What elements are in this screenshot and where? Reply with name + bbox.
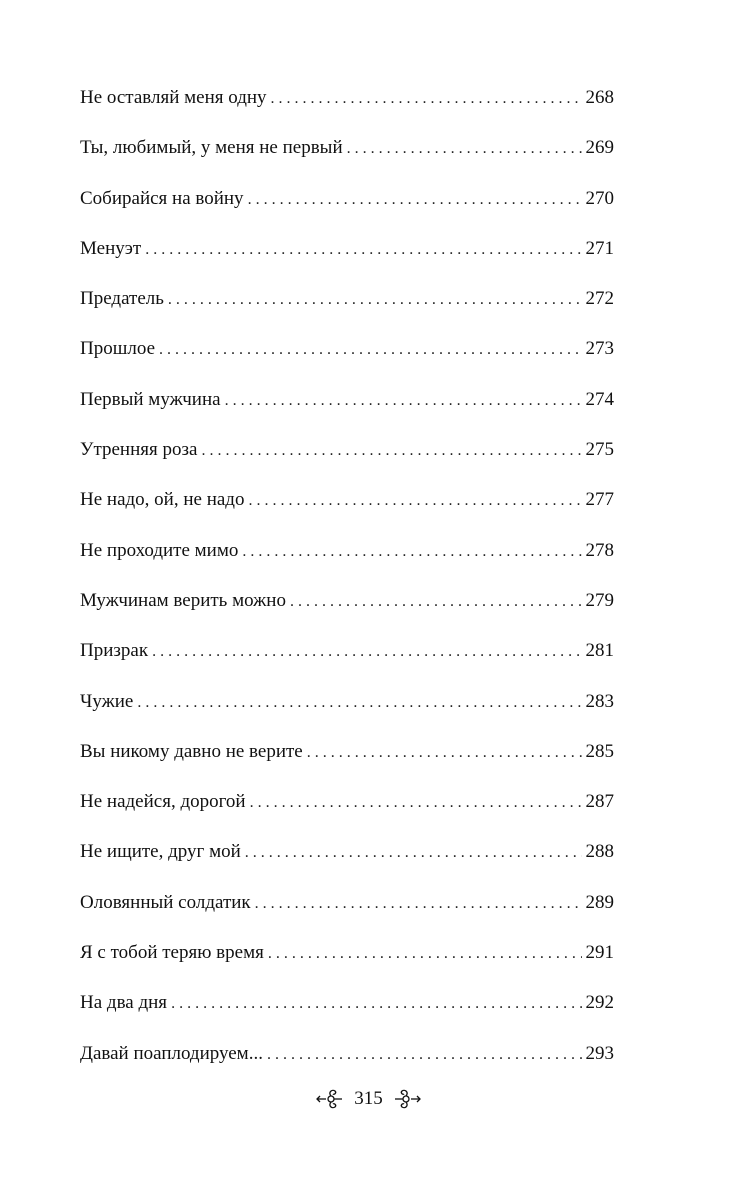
dot-leader: [271, 87, 582, 111]
toc-entry-page: 285: [582, 740, 615, 764]
toc-entry[interactable]: [80, 891, 614, 941]
dot-leader: [267, 1043, 582, 1067]
dot-leader: [248, 489, 581, 513]
toc-entry-title: Чужие: [80, 690, 137, 714]
toc-entry-page: 268: [582, 86, 615, 110]
toc-entry-page: 292: [582, 991, 615, 1015]
toc-entry[interactable]: [80, 136, 614, 186]
toc-entry-title: Менуэт: [80, 237, 145, 261]
toc-entry[interactable]: [80, 237, 614, 287]
toc-entry-title: Не оставляй меня одну: [80, 86, 271, 110]
toc-entry-title: Первый мужчина: [80, 388, 225, 412]
toc-entry-page: 288: [582, 840, 615, 864]
dot-leader: [307, 741, 582, 765]
dot-leader: [268, 942, 582, 966]
dot-leader: [248, 188, 582, 212]
toc-entry-title: Собирайся на войну: [80, 187, 248, 211]
toc-entry[interactable]: [80, 539, 614, 589]
page-number: 315: [354, 1088, 383, 1109]
toc-entry-page: 273: [582, 337, 615, 361]
toc-entry[interactable]: [80, 86, 614, 136]
toc-entry-page: 279: [582, 589, 615, 613]
toc-entry[interactable]: [80, 840, 614, 890]
toc-entry-title: Утренняя роза: [80, 438, 201, 462]
dot-leader: [145, 238, 581, 262]
toc-entry-page: 287: [582, 790, 615, 814]
toc-entry[interactable]: [80, 941, 614, 991]
toc-entry-page: 271: [582, 237, 615, 261]
toc-entry-title: Оловянный солдатик: [80, 891, 255, 915]
dot-leader: [255, 892, 582, 916]
toc-entry-title: На два дня: [80, 991, 171, 1015]
toc-entry[interactable]: [80, 790, 614, 840]
toc-entry[interactable]: [80, 639, 614, 689]
toc-entry-title: Не проходите мимо: [80, 539, 242, 563]
dot-leader: [137, 691, 581, 715]
dot-leader: [201, 439, 581, 463]
dot-leader: [347, 137, 582, 161]
toc-entry[interactable]: [80, 740, 614, 790]
toc-entry-page: 291: [582, 941, 615, 965]
toc-entry-title: Давай поаплодируем...: [80, 1042, 267, 1066]
toc-entry-page: 289: [582, 891, 615, 915]
toc-entry-title: Я с тобой теряю время: [80, 941, 268, 965]
toc-entry[interactable]: [80, 337, 614, 387]
toc-entry-title: Не надо, ой, не надо: [80, 488, 248, 512]
dot-leader: [245, 841, 582, 865]
toc-entry-title: Мужчинам верить можно: [80, 589, 290, 613]
toc-entry[interactable]: [80, 488, 614, 538]
toc-entry[interactable]: [80, 1042, 614, 1092]
toc-entry-page: 275: [582, 438, 615, 462]
toc-entry-title: Ты, любимый, у меня не первый: [80, 136, 347, 160]
toc-entry-title: Не ищите, друг мой: [80, 840, 245, 864]
toc-entry-title: Призрак: [80, 639, 152, 663]
toc-entry-page: 283: [582, 690, 615, 714]
toc-entry[interactable]: [80, 589, 614, 639]
toc-entry-page: 277: [582, 488, 615, 512]
flourish-left-icon: [316, 1088, 344, 1110]
toc-entry-page: 269: [582, 136, 615, 160]
toc-entry[interactable]: [80, 388, 614, 438]
dot-leader: [242, 540, 581, 564]
page-footer: [0, 1088, 737, 1110]
toc-entry-page: 272: [582, 287, 615, 311]
dot-leader: [225, 389, 582, 413]
flourish-right-icon: [393, 1088, 421, 1110]
toc-entry-page: 270: [582, 187, 615, 211]
table-of-contents: [80, 86, 614, 1092]
toc-entry-title: Прошлое: [80, 337, 159, 361]
toc-entry[interactable]: [80, 438, 614, 488]
toc-entry-page: 293: [582, 1042, 615, 1066]
dot-leader: [171, 992, 581, 1016]
toc-entry-page: 278: [582, 539, 615, 563]
dot-leader: [290, 590, 582, 614]
toc-entry[interactable]: [80, 187, 614, 237]
toc-entry-page: 281: [582, 639, 615, 663]
toc-entry-title: Не надейся, дорогой: [80, 790, 250, 814]
dot-leader: [168, 288, 582, 312]
toc-entry[interactable]: [80, 690, 614, 740]
toc-entry-page: 274: [582, 388, 615, 412]
toc-entry[interactable]: [80, 991, 614, 1041]
toc-entry-title: Вы никому давно не верите: [80, 740, 307, 764]
toc-entry-title: Предатель: [80, 287, 168, 311]
dot-leader: [250, 791, 582, 815]
toc-entry[interactable]: [80, 287, 614, 337]
dot-leader: [159, 338, 582, 362]
dot-leader: [152, 640, 581, 664]
